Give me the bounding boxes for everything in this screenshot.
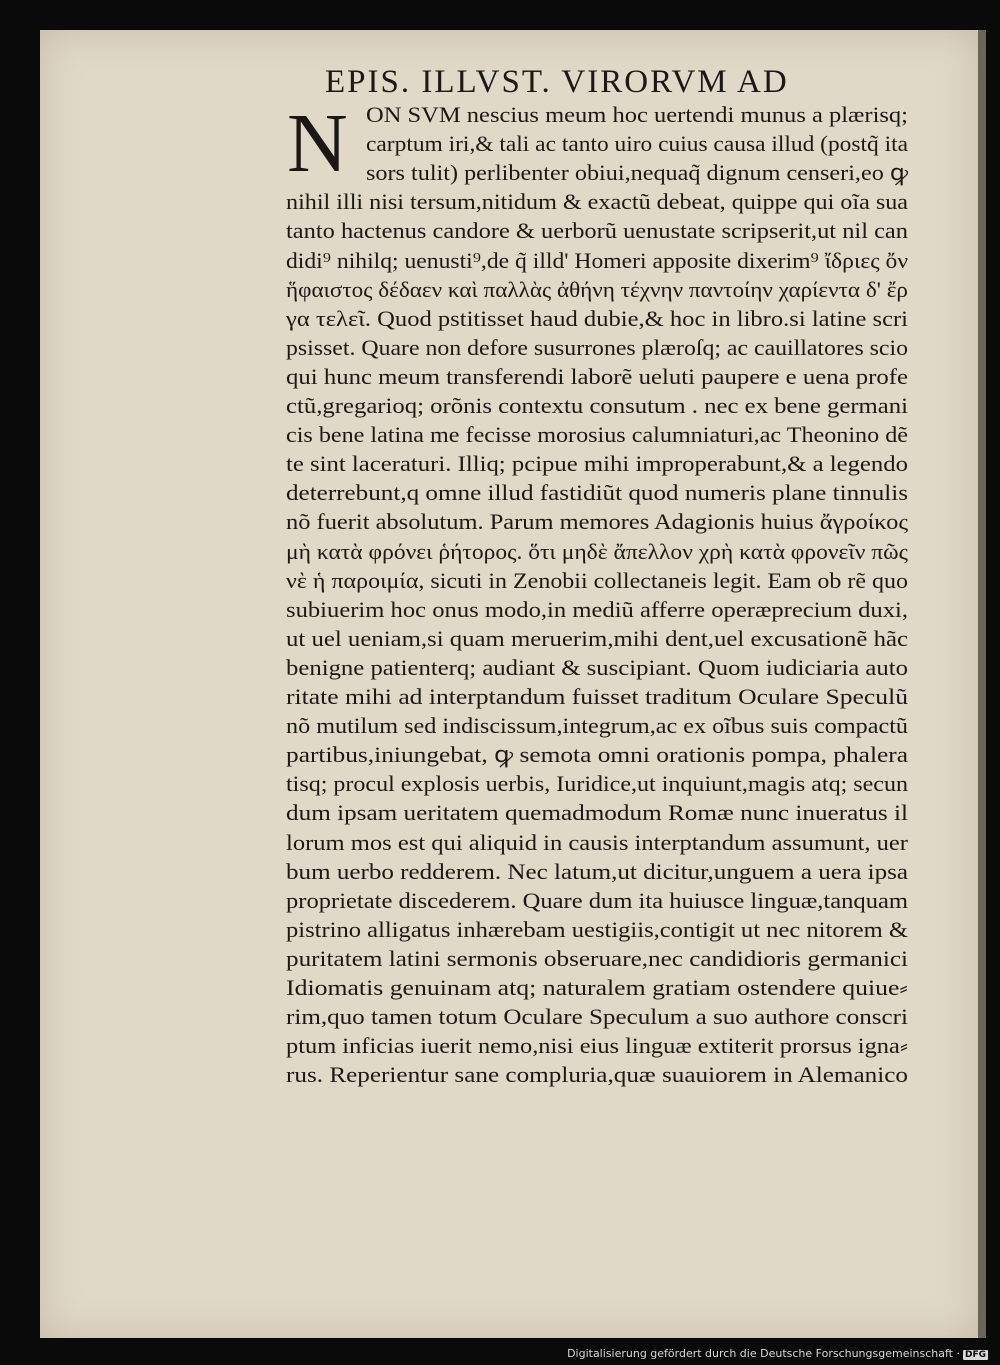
- text-line: ON SVM nescius meum hoc uertendi munus a plærisq;: [366, 102, 908, 127]
- text-line: qui hunc meum transferendi laborẽ ueluti paupere e uena profe: [286, 363, 908, 389]
- text-line: benigne patienterq; audiant & suscipiant. Quom iudiciaria auto: [286, 654, 908, 680]
- text-line: dum ipsam ueritatem quemadmodum Romæ nunc inueratus il: [286, 800, 908, 826]
- text-line: nõ mutilum sed indiscissum,integrum,ac ex oĩbus suis compactũ: [286, 713, 908, 739]
- text-line: ptum inficias iuerit nemo,nisi eius linguæ extiterit prorsus igna⸗: [286, 1033, 908, 1059]
- text-line: ἥφαιστος δέδαεν καὶ παλλὰς ἀθήνη τέχνην παντοίην χαρίεντα δ' ἔρ: [286, 276, 908, 302]
- text-line: tanto hactenus candore & uerborũ uenustate scripserit,ut nil can: [286, 218, 908, 244]
- text-line: νὲ ἡ παροιμία, sicuti in Zenobii collectaneis legit. Eam ob rẽ quo: [286, 567, 908, 593]
- text-line: ctũ,gregarioq; orõnis contextu consutum . nec ex bene germani: [286, 393, 908, 418]
- text-line: te sint laceraturi. Illiq; pcipue mihi improperabunt,& a legendo: [286, 451, 908, 477]
- running-header: EPIS. ILLVST. VIRORVM AD: [325, 64, 789, 100]
- text-line: nõ fuerit absolutum. Parum memores Adagionis huius ἄγροίκος: [286, 509, 908, 535]
- text-line: didi⁹ nihilq; uenusti⁹,de q̃ illd' Homeri apposite dixerim⁹ ἴδριες ὄν: [286, 247, 908, 273]
- text-line: Idiomatis genuinam atq; naturalem gratiam ostendere quiue⸗: [286, 975, 908, 1000]
- text-line: nihil illi nisi tersum,nitidum & exactũ debeat, quippe qui oĩa sua: [286, 189, 908, 215]
- text-line: rus. Reperientur sane compluria,quæ suauiorem in Alemanico: [286, 1062, 908, 1088]
- text-line: carptum iri,& tali ac tanto uiro cuius causa illud (postq̃ ita: [366, 131, 909, 157]
- text-line: deterrebunt,q omne illud fastidiũt quod numeris plane tinnulis: [286, 480, 908, 506]
- page-edge: [978, 30, 986, 1338]
- credit-text: Digitalisierung gefördert durch die Deutsche Forschungsgemeinschaft ·: [567, 1347, 960, 1360]
- drop-cap: N: [287, 97, 348, 190]
- text-line: partibus,iniungebat, ꝙ semota omni orationis pompa, phalera: [286, 742, 908, 768]
- text-line: cis bene latina me fecisse morosius calumniaturi,ac Theonino dẽ: [286, 422, 908, 448]
- text-line: ritate mihi ad interptandum fuisset traditum Oculare Speculũ: [286, 684, 908, 709]
- text-line: bum uerbo redderem. Nec latum,ut dicitur,unguem a uera ipsa: [286, 858, 908, 884]
- text-line: tisq; procul explosis uerbis, Iuridice,ut inquiunt,magis atq; secun: [286, 771, 908, 797]
- dfg-logo: DFG: [964, 1350, 986, 1360]
- text-line: proprietate discederem. Quare dum ita huiusce linguæ,tanquam: [286, 887, 908, 913]
- text-line: ut uel ueniam,si quam meruerim,mihi dent,uel excusationẽ hãc: [286, 625, 908, 651]
- text-line: subiuerim hoc onus modo,in mediũ afferre operæprecium duxi,: [286, 596, 908, 622]
- text-line: lorum mos est qui aliquid in causis interptandum assumunt, uer: [286, 829, 908, 855]
- digitization-credit: [567, 1347, 988, 1360]
- text-line: puritatem latini sermonis obseruare,nec candidioris germanici: [286, 945, 908, 971]
- text-line: psisset. Quare non defore susurrones plæroſq; ac cauillatores scio: [286, 334, 908, 360]
- text-line: sors tulit) perlibenter obiui,nequaq̃ dignum censeri,eo ꝙ: [366, 160, 908, 186]
- text-line: pistrino alligatus inhærebam uestigiis,contigit ut nec nitorem &: [286, 916, 908, 942]
- text-line: rim,quo tamen totum Oculare Speculum a suo authore conscri: [286, 1004, 908, 1030]
- text-line: γα τελεῖ. Quod pstitisset haud dubie,& hoc in libro.si latine scri: [286, 305, 908, 331]
- text-line: μὴ κατὰ φρόνει ῥήτορος. ὅτι μηδὲ ἄπελλον χρὴ κατὰ φρονεῖν πῶς: [286, 538, 909, 564]
